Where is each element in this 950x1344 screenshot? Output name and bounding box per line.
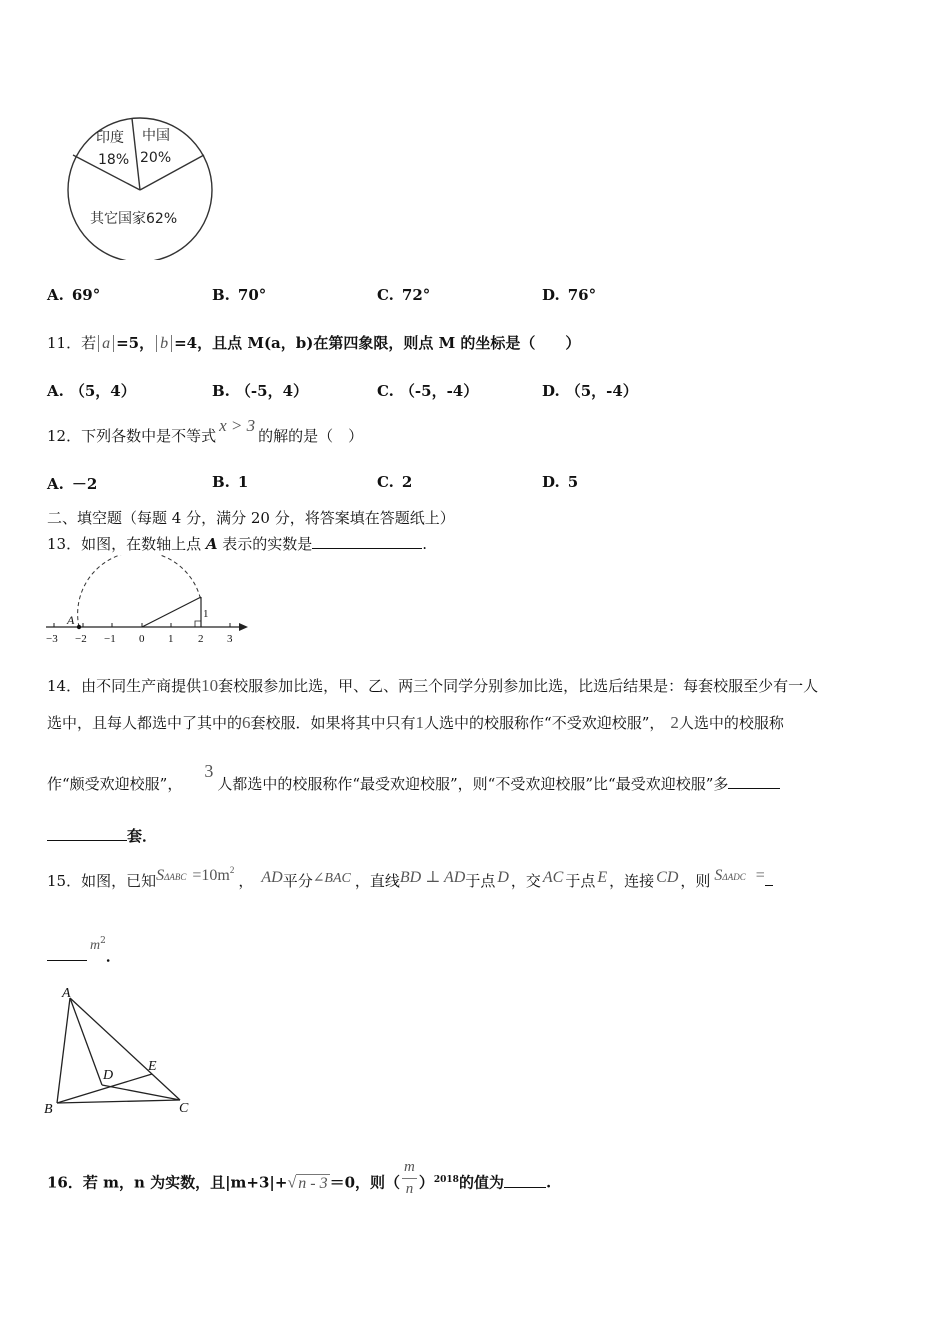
q16-suffix: 的值为 bbox=[458, 1173, 504, 1192]
q10-option-d-letter: D. bbox=[542, 286, 560, 304]
q12-option-d-letter: D. bbox=[542, 473, 560, 491]
pie-chart bbox=[60, 110, 220, 260]
hypotenuse bbox=[142, 597, 201, 627]
q12-option-d-text: 5 bbox=[567, 473, 579, 491]
q15-prefix: 15．如图，已知 bbox=[47, 872, 157, 890]
q14-answer-blank-1 bbox=[728, 774, 780, 789]
q15-bd-perp-ad: BD ⊥ AD bbox=[399, 869, 466, 886]
q15-unit-square: 2 bbox=[100, 936, 106, 946]
q15-text-3: ，直线 bbox=[354, 872, 400, 890]
q14-text-2a: 选中，且每人都选中了其中的 bbox=[47, 714, 243, 732]
q16-end: . bbox=[545, 1173, 552, 1192]
q15-area-square: 2 bbox=[229, 865, 235, 875]
q10-option-b bbox=[212, 286, 266, 304]
q12-option-c-text: 2 bbox=[401, 473, 413, 491]
q14-number-1: 1 bbox=[415, 713, 425, 732]
q15-text-2: 平分 bbox=[282, 872, 313, 890]
pie-label-other-name: 其它国家 bbox=[90, 211, 146, 227]
q12-option-a-text: －2 bbox=[71, 475, 98, 493]
vertex-c-label: C bbox=[179, 1101, 189, 1116]
axis-label-0: 0 bbox=[139, 633, 145, 645]
q12-option-a-letter: A. bbox=[47, 475, 64, 493]
q16-fraction bbox=[402, 1156, 417, 1199]
q16-close-paren: ） bbox=[418, 1173, 434, 1192]
axis-label-3: 3 bbox=[227, 633, 233, 645]
q14-text-3b: 人都选中的校服称作“最受欢迎校服”，则“不受欢迎校服”比“最受欢迎校服”多 bbox=[217, 775, 729, 793]
pie-label-other-percent: 62% bbox=[146, 211, 178, 227]
side-bc bbox=[57, 1100, 180, 1103]
q11-option-c-letter: C. bbox=[377, 382, 394, 400]
q11-option-c bbox=[377, 380, 478, 401]
q11-abs-a: a bbox=[98, 335, 114, 352]
q15-text-6: 于点 bbox=[565, 872, 596, 890]
q11-number: 11．若 bbox=[47, 334, 97, 352]
q16-exponent: 2018 bbox=[433, 1174, 459, 1185]
q16-fraction-numerator: m bbox=[402, 1156, 417, 1179]
q12-inequality: x > 3 bbox=[219, 416, 256, 435]
side-ab bbox=[57, 998, 70, 1103]
q15-point-e: E bbox=[597, 869, 608, 886]
axis-label-m3: −3 bbox=[46, 633, 58, 645]
q14-text-2c: 人选中的校服称作“不受欢迎校服”， bbox=[424, 714, 665, 732]
q11-option-b-text: （-5，4） bbox=[235, 382, 309, 400]
section-fill-in-blank-heading: 二、填空题（每题 4 分，满分 20 分，将答案填在答题纸上） bbox=[47, 509, 455, 527]
q15-angle-bac: ∠BAC bbox=[312, 871, 351, 886]
q12-option-a bbox=[47, 473, 97, 494]
q15-ad: AD bbox=[261, 869, 283, 886]
q15-area-s: S bbox=[156, 867, 165, 884]
q15-area-abc bbox=[156, 867, 234, 884]
axis-arrow bbox=[239, 623, 248, 631]
q16-prefix: 16．若 m，n 为实数，且|m+3|+ bbox=[47, 1173, 288, 1192]
q13-end: . bbox=[422, 535, 428, 553]
pie-divider-middle bbox=[132, 119, 140, 191]
right-angle-mark bbox=[195, 621, 201, 627]
q14-number-6: 6 bbox=[242, 713, 251, 732]
q10-option-a bbox=[47, 286, 100, 304]
pie-label-china-percent: 20% bbox=[140, 150, 172, 166]
q12-option-b bbox=[212, 473, 248, 491]
q14-text-4: 套． bbox=[127, 827, 158, 845]
number-line-figure bbox=[40, 555, 260, 650]
segment-cd bbox=[102, 1085, 180, 1100]
q14-number-2: 2 bbox=[670, 713, 679, 732]
q10-option-a-text: 69° bbox=[71, 286, 101, 304]
segment-ad bbox=[70, 998, 102, 1085]
q14-line-1 bbox=[47, 675, 818, 696]
q16-middle: ＝0，则（ bbox=[329, 1173, 401, 1192]
q13-answer-blank bbox=[312, 534, 422, 549]
q10-option-c bbox=[377, 286, 430, 304]
q10-option-a-letter: A. bbox=[47, 286, 64, 304]
q15-cd: CD bbox=[656, 869, 679, 886]
q15-text-4: 于点 bbox=[465, 872, 496, 890]
q10-option-c-letter: C. bbox=[377, 286, 394, 304]
q11-stem bbox=[47, 332, 580, 353]
q12-option-b-text: 1 bbox=[237, 473, 249, 491]
q12-option-b-letter: B. bbox=[212, 473, 230, 491]
q16-sqrt bbox=[287, 1174, 329, 1192]
axis-label-m1: −1 bbox=[104, 633, 116, 645]
q15-line-2 bbox=[47, 936, 121, 966]
q15-answer-blank-2 bbox=[47, 946, 87, 961]
axis-label-m2: −2 bbox=[75, 633, 87, 645]
q11-option-d bbox=[542, 380, 638, 401]
q16-sqrt-content: n - 3 bbox=[298, 1174, 328, 1192]
q14-answer-blank-2 bbox=[47, 826, 127, 841]
q15-end: ． bbox=[105, 947, 121, 965]
vertex-a-label: A bbox=[62, 986, 71, 1001]
q11-option-d-letter: D. bbox=[542, 382, 560, 400]
q11-part1: =5， bbox=[116, 334, 155, 352]
q11-abs-b: b bbox=[156, 335, 172, 352]
q15-text-8: ，则 bbox=[680, 872, 711, 890]
q13-point: A bbox=[205, 535, 218, 553]
point-e-label: E bbox=[148, 1059, 157, 1074]
q15-line-1 bbox=[47, 865, 773, 891]
q12-suffix: 的解的是（ ） bbox=[258, 427, 364, 445]
point-a-label: A bbox=[67, 613, 75, 627]
q10-option-b-text: 70° bbox=[237, 286, 267, 304]
q15-ac: AC bbox=[542, 869, 564, 886]
q11-option-a bbox=[47, 380, 136, 401]
q15-text-5: ，交 bbox=[510, 872, 541, 890]
q15-area-adc: SΔADC = bbox=[714, 867, 765, 884]
q12-option-c-letter: C. bbox=[377, 473, 394, 491]
q14-text-2d: 人选中的校服称 bbox=[678, 714, 784, 732]
q14-line-3 bbox=[47, 761, 780, 794]
axis-label-2: 2 bbox=[198, 633, 204, 645]
q16-fraction-denominator: n bbox=[405, 1181, 414, 1197]
q15-text-7: ，连接 bbox=[609, 872, 655, 890]
q15-unit-m: m bbox=[90, 938, 101, 953]
pie-label-india-percent: 18% bbox=[98, 152, 130, 168]
q11-part2: =4，且点 M(a，b)在第四象限，则点 M 的坐标是（ ） bbox=[174, 334, 581, 352]
q12-option-c bbox=[377, 473, 412, 491]
pie-label-india-name: 印度 bbox=[96, 130, 124, 146]
q12-stem bbox=[47, 416, 364, 446]
q10-option-c-text: 72° bbox=[401, 286, 431, 304]
q14-text-3a: 作“颇受欢迎校服”， bbox=[47, 775, 183, 793]
q14-line-4 bbox=[47, 825, 157, 846]
q11-option-b bbox=[212, 380, 308, 401]
q13-prefix: 13．如图，在数轴上点 bbox=[47, 535, 206, 553]
q12-option-d bbox=[542, 473, 578, 491]
q14-text-1b: 套校服参加比选，甲、乙、两三个同学分别参加比选，比选后结果是：每套校服至少有一人 bbox=[218, 677, 819, 695]
q15-text-1: ， bbox=[238, 872, 254, 890]
point-d-label: D bbox=[103, 1068, 114, 1083]
q10-option-d-text: 76° bbox=[567, 286, 597, 304]
side-ac bbox=[70, 998, 180, 1100]
pie-label-other bbox=[90, 211, 177, 227]
q15-area-value: =10m bbox=[192, 867, 230, 884]
q11-option-a-letter: A. bbox=[47, 382, 64, 400]
q10-option-b-letter: B. bbox=[212, 286, 230, 304]
q14-number-10: 10 bbox=[201, 676, 219, 695]
q16-sqrt-sign: √ bbox=[287, 1174, 297, 1192]
q13-suffix: 表示的实数是 bbox=[217, 535, 313, 553]
q16-answer-blank bbox=[504, 1173, 546, 1188]
q15-equals: = bbox=[755, 867, 765, 884]
q11-option-a-text: （5，4） bbox=[69, 382, 136, 400]
q11-option-b-letter: B. bbox=[212, 382, 230, 400]
point-a-dot bbox=[77, 625, 81, 629]
q15-answer-blank-1 bbox=[765, 871, 773, 886]
height-label: 1 bbox=[203, 608, 209, 620]
pie-label-china-name: 中国 bbox=[142, 128, 170, 144]
q15-area-sub-abc: ΔABC bbox=[164, 872, 187, 882]
dashed-arc bbox=[78, 555, 201, 627]
q11-option-c-text: （-5，-4） bbox=[399, 382, 479, 400]
q16-stem bbox=[47, 1159, 552, 1205]
q14-number-3: 3 bbox=[204, 761, 214, 781]
q12-prefix: 12．下列各数中是不等式 bbox=[47, 427, 217, 445]
q15-area-sub-adc: ΔADC bbox=[722, 872, 746, 882]
vertex-b-label: B bbox=[44, 1102, 53, 1117]
q10-option-d bbox=[542, 286, 596, 304]
q15-point-d: D bbox=[497, 869, 509, 886]
q14-text-1a: 14．由不同生产商提供 bbox=[47, 677, 202, 695]
triangle-figure bbox=[40, 985, 200, 1120]
q14-text-2b: 套校服．如果将其中只有 bbox=[250, 714, 416, 732]
q13-stem bbox=[47, 533, 427, 554]
axis-label-1: 1 bbox=[168, 633, 174, 645]
q11-option-d-text: （5，-4） bbox=[565, 382, 638, 400]
q14-line-2 bbox=[47, 712, 784, 733]
